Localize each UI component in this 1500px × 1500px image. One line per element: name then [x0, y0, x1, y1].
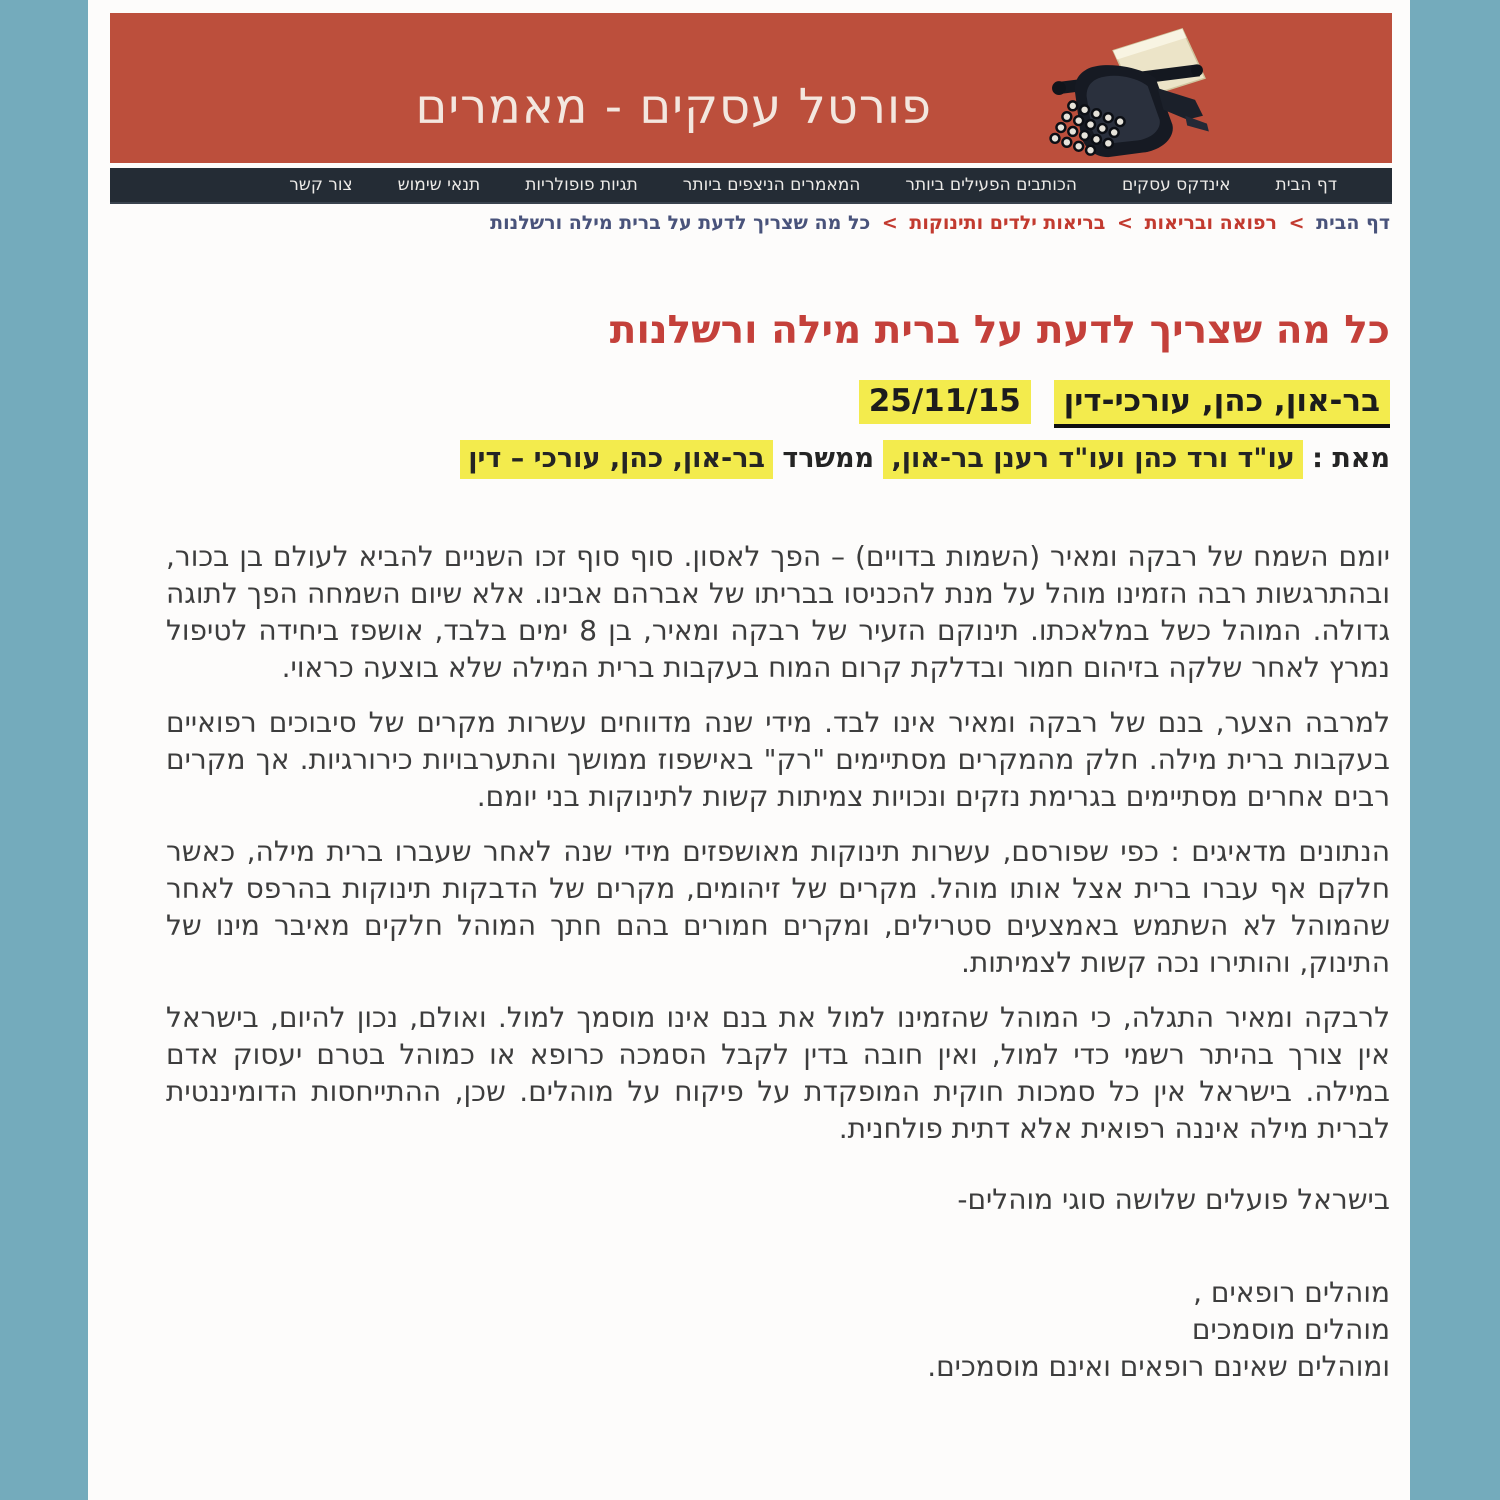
- breadcrumb-separator: >: [1288, 212, 1305, 234]
- article-area: [88, 212, 1410, 1385]
- article-paragraph-2: למרבה הצער, בנם של רבקה ומאיר אינו לבד. מידי שנה מדווחים עשרות מקרים של סיבוכים רפואיים בעקבות ברית מילה. חלק מהמקרים מסתיימים "רק" באישפוז ממושך והתערבויות כירורגיות. אך מקרים רבים אחרים מסתיימים בגרימת נזקים ונכויות צמיתות קשות לתינוקות בני יומם.: [166, 706, 1390, 813]
- site-header: [110, 13, 1392, 163]
- breadcrumb-separator: >: [1117, 212, 1133, 234]
- byline: [166, 443, 1390, 474]
- nav-item-contact[interactable]: צור קשר: [289, 175, 353, 195]
- article-paragraph-3: הנתונים מדאיגים : כפי שפורסם, עשרות תינוקות מאושפזים מידי שנה לאחר שעברו ברית מילה, כאשר חלקם אף עברו ברית אצל אותו מוהל. מקרים של זיהומים, מקרים של הדבקות תינוקות בהרפס לאחר שהמוהל לא השתמש באמצעים סטרילים, ומקרים חמורים בהם חתך המוהל חלקים מאיבר מינו של התינוק, והותירו נכה קשות לצמיתות.: [166, 835, 1390, 979]
- nav-item-popular-tags[interactable]: תגיות פופולריות: [525, 175, 638, 195]
- nav-item-business-index[interactable]: אינדקס עסקים: [1121, 175, 1231, 195]
- byline-authors: עו"ד ורד כהן ועו"ד רענן בר-און,: [883, 440, 1302, 479]
- byline-firm: בר-און, כהן, עורכי – דין: [460, 440, 773, 479]
- breadcrumb-current-page: כל מה שצריך לדעת על ברית מילה ורשלנות: [490, 212, 871, 234]
- article-meta-line: [166, 383, 1390, 419]
- mohel-types-list: [166, 1274, 1390, 1385]
- typewriter-icon: [1039, 21, 1217, 166]
- breadcrumb-medicine-health-link[interactable]: רפואה ובריאות: [1144, 212, 1277, 234]
- byline-connector: ממשרד: [782, 443, 875, 474]
- main-nav: [110, 168, 1392, 204]
- nav-item-home[interactable]: דף הבית: [1275, 175, 1337, 195]
- article-date: 25/11/15: [859, 380, 1031, 424]
- nav-item-active-writers[interactable]: הכותבים הפעילים ביותר: [905, 175, 1077, 195]
- law-firm-link[interactable]: בר-און, כהן, עורכי-דין: [1054, 380, 1390, 428]
- mohel-type-certified: מוהלים מוסמכים: [1191, 1313, 1390, 1346]
- mohel-types-intro: בישראל פועלים שלושה סוגי מוהלים-: [957, 1183, 1390, 1216]
- breadcrumb: [166, 212, 1390, 234]
- article-body: [166, 538, 1390, 1218]
- mohel-type-doctors: מוהלים רופאים ,: [1193, 1276, 1390, 1309]
- breadcrumb-separator: >: [881, 212, 898, 234]
- article-title: כל מה שצריך לדעת על ברית מילה ורשלנות: [609, 308, 1390, 353]
- nav-item-most-viewed[interactable]: המאמרים הניצפים ביותר: [682, 175, 861, 195]
- article-paragraph-1: יומם השמח של רבקה ומאיר (השמות בדויים) – הפך לאסון. סוף סוף זכו השניים להביא לעולם בן בכור, ובהתרגשות רבה הזמינו מוהל על מנת להכניסו בבריתו של אברהם אבינו. אלא שיום השמחה הפך לתוגה גדולה. המוהל כשל במלאכתו. תינוקם הזעיר של רבקה ומאיר, בן 8 ימים בלבד, אושפז ביחידה לטיפול נמרץ לאחר שלקה בזיהום חמור ובדלקת קרום המוח בעקבות ברית המילה שלא בוצעה כראוי.: [166, 540, 1390, 684]
- article-paragraph-4: לרבקה ומאיר התגלה, כי המוהל שהזמינו למול את בנם אינו מוסמך למול. ואולם, נכון להיום, בישראל אין צורך בהיתר רשמי כדי למול, ואין חובה בדין לקבל הסמכה כרופא או כמוהל בטרם יעסוק אדם במילה. בישראל אין כל סמכות חוקית המופקדת על פיקוח על מוהלים. שכן, ההתייחסות הדומיננטית לברית מילה איננה רפואית אלא דתית פולחנית.: [166, 1001, 1390, 1145]
- breadcrumb-home-link[interactable]: דף הבית: [1316, 212, 1390, 234]
- webpage: [88, 0, 1410, 1500]
- byline-prefix: מאת :: [1312, 443, 1390, 474]
- mohel-type-uncertified: ומוהלים שאינם רופאים ואינם מוסמכים.: [927, 1350, 1390, 1383]
- breadcrumb-children-health-link[interactable]: בריאות ילדים ותינוקות: [909, 212, 1106, 234]
- nav-item-terms[interactable]: תנאי שימוש: [397, 175, 481, 195]
- site-title: פורטל עסקים - מאמרים: [415, 79, 932, 135]
